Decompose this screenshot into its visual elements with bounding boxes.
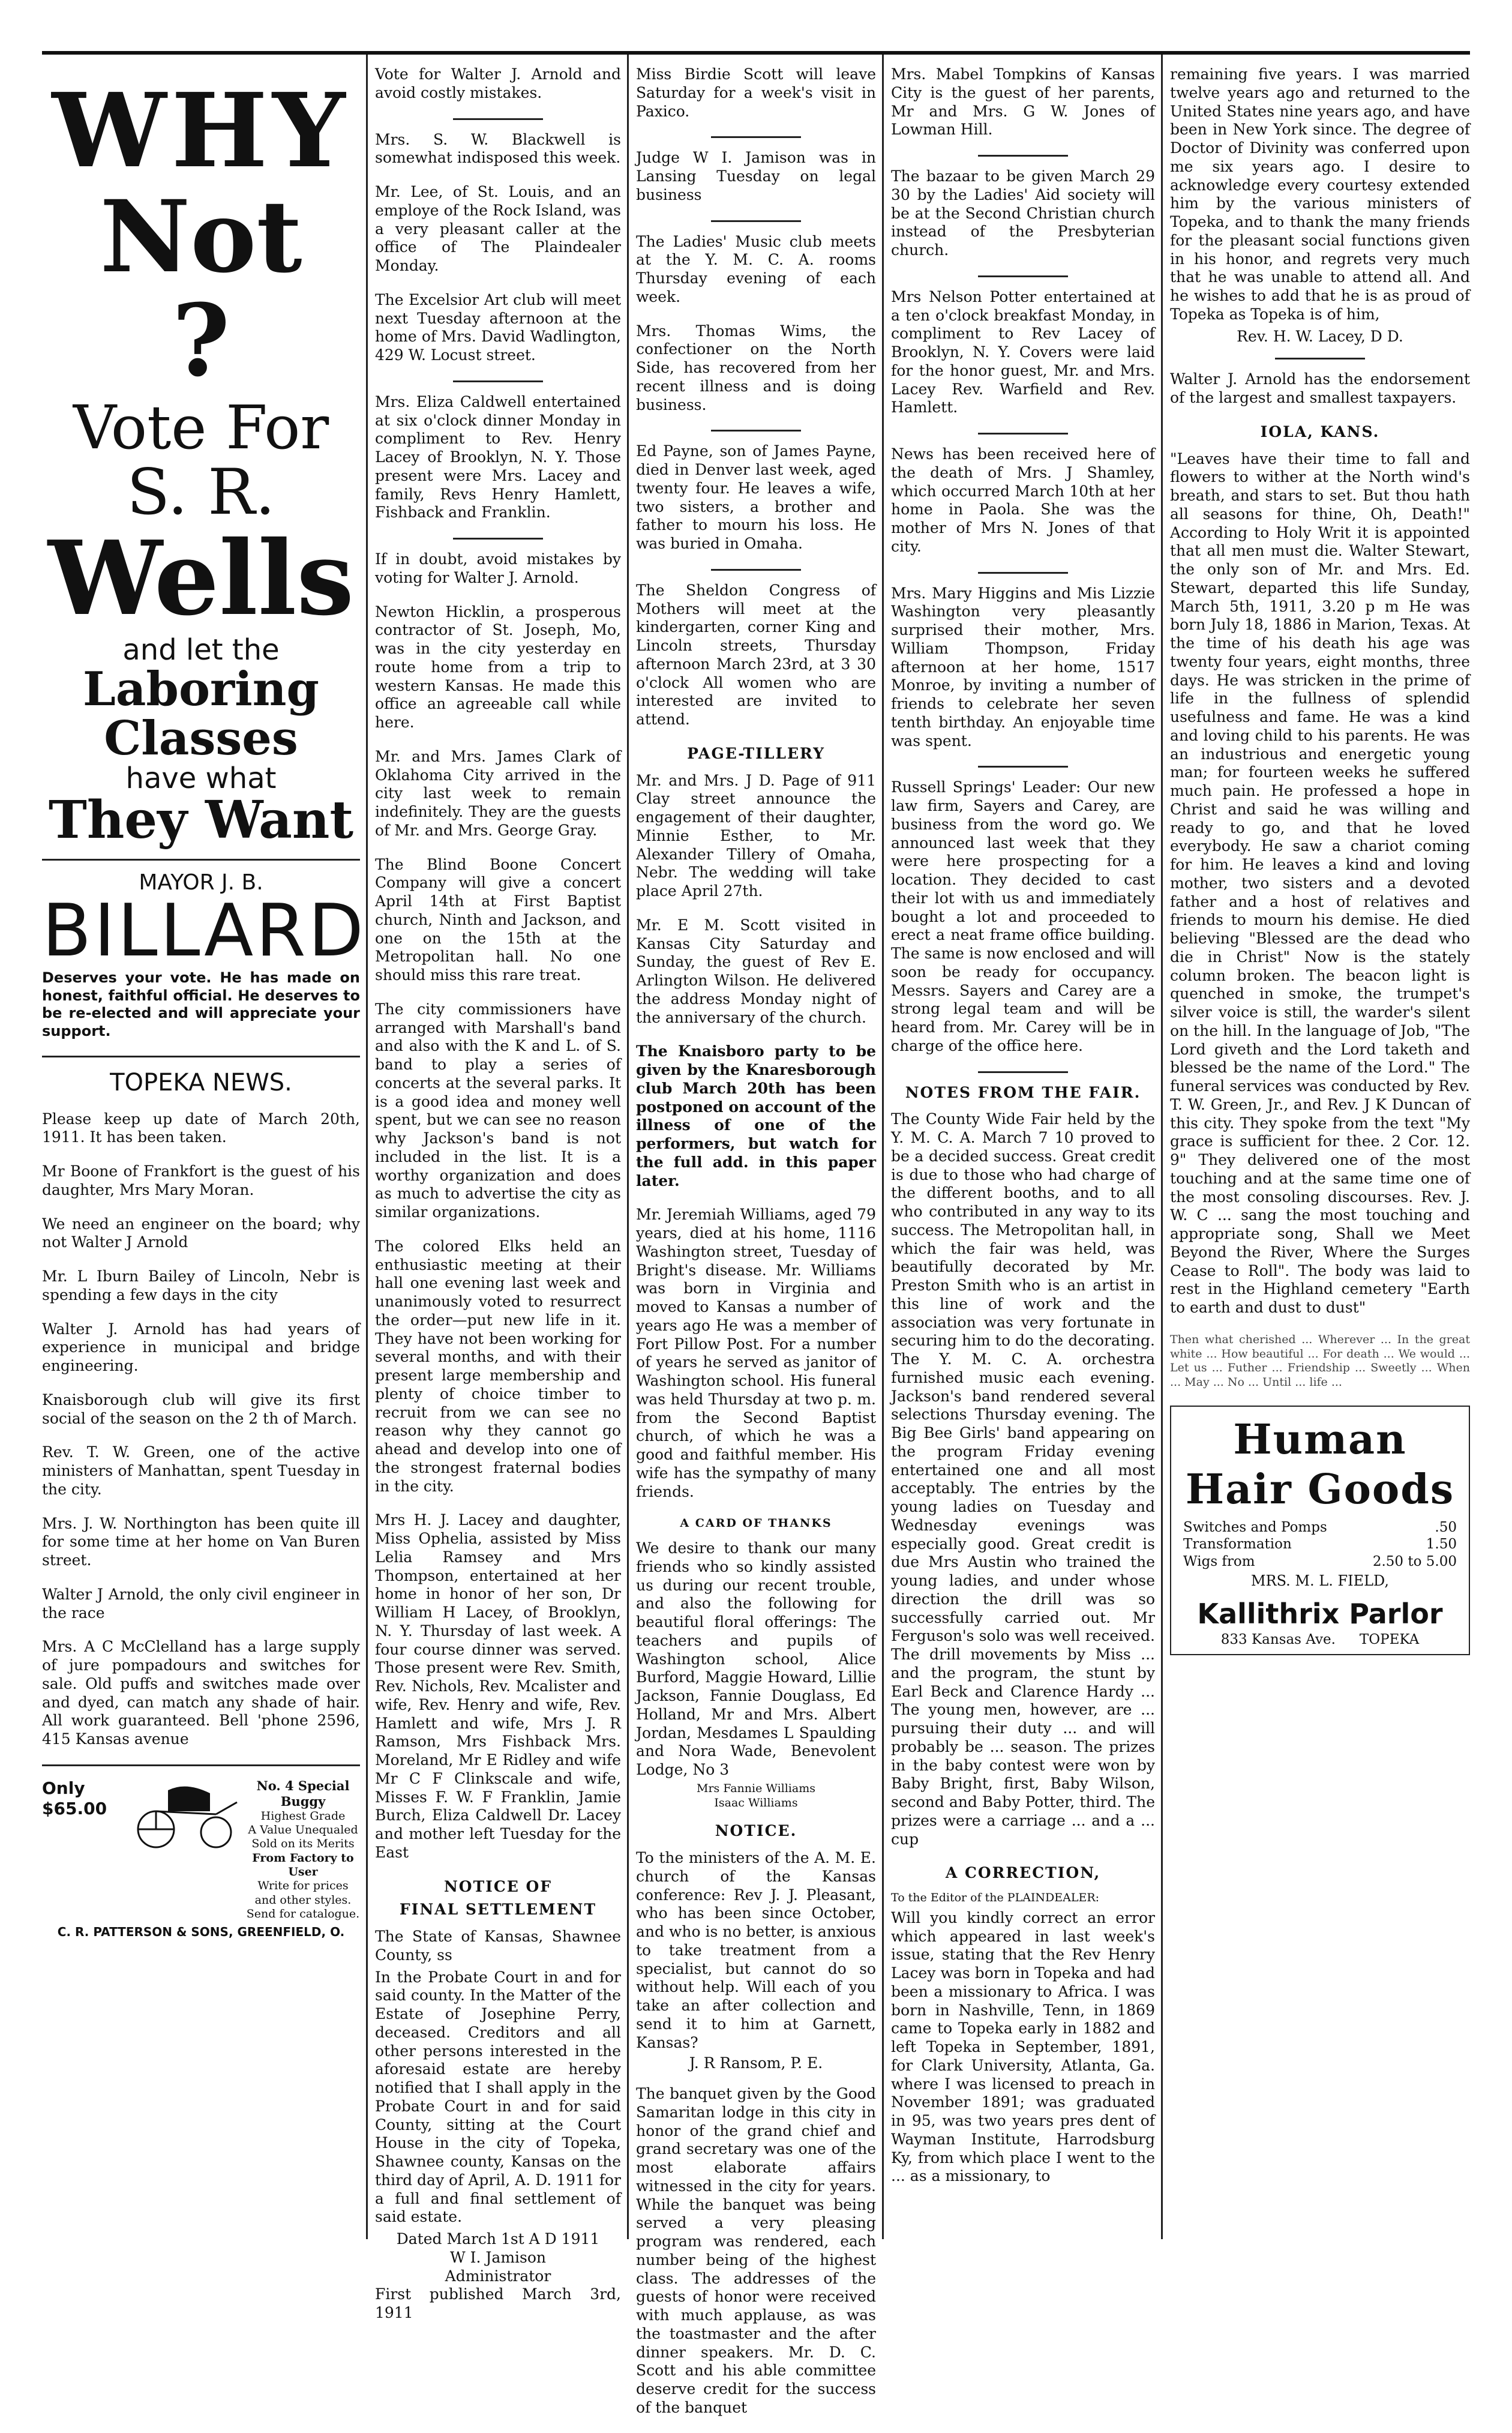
thanks-signature: Mrs Fannie Williams — [697, 1781, 815, 1795]
ad-question-mark: ? — [172, 281, 230, 398]
news-item: Knaisborough club will give its first social of the season on the 2 th of March. — [42, 1391, 360, 1427]
ad-wells: Wells — [47, 519, 355, 639]
divider — [711, 430, 801, 432]
news-item: Mrs. Mabel Tompkins of Kansas City is the guest of her parents, Mr and Mrs. G W. Jones of Lowman Hill. — [891, 65, 1155, 139]
column-2 — [375, 65, 621, 2323]
buggy-ad — [42, 1778, 360, 1922]
ad-why: WHY — [52, 71, 350, 191]
notice-signature: J. R Ransom, P. E. — [689, 2054, 823, 2072]
column-1 — [42, 65, 367, 1940]
news-item: Mrs. Mary Higgins and Mis Lizzie Washington very pleasantly surprised their mother, Mrs. William Thompson, Friday afternoon at her home, 1517 Monroe, by inviting a number of friends to celebrate her seven tenth birthday. An enjoyable time was spent. — [891, 584, 1155, 750]
news-item: Mrs. Thomas Wims, the confectioner on the North Side, has recovered from her recent illness and is doing business. — [636, 322, 876, 414]
parlor-city: TOPEKA — [1359, 1631, 1420, 1647]
obituary-text: "Leaves have their time to fall and flowers to wither at the North wind's breath, and stars to set. But thou hath all seasons for thine, Oh, Death!" According to Holy Writ it is appointed that all men must die. Walter Stewart, the only son of Mr. and Mrs. Ed. Stewart, departed this life Sunday, March 5th, 1911, 3.20 p m He was born July 18, 1886 in Marion, Texas. At the time of his death his age was twenty four years, eight months, three days. He was stricken in the prime of life in the fullness of splendid usefulness and fame. He was a kind and loving child to his parents. He was an industrious and energetic young man; for fourteen weeks he suffered much pain. He professed a hope in Christ and said he was willing and ready to go, and that he loved everybody. He saw a chariot coming for him. He leaves a kind and loving mother, two sisters and a devoted father and a host of relatives and friends to mourn his demise. He died believing "Blessed are the dead who die in Christ" Now is the stately column broken. The beacon light is quenched in smoke, the trumpet's silver voice is still, the warder's silent on the hill. In the language of Job, "The Lord giveth and the Lord taketh and blessed be the name of the Lord." The funeral services was conducted by Rev. T. W. Green, Jr., and Rev. J K Duncan of this city. They spoke from the text "My grace is sufficient for thee. 2 Cor. 12. 9" They delivered one of the most touching and at the same time one of the most consoling discourses. Rev. J. W. C ... sang the most touching and appropriate song, Shall we Meet Beyond the River, Where the Surges Cease to Roll". The body was laid to rest in the Highland cemetery "Earth to earth and dust to dust" — [1170, 450, 1470, 1316]
news-item: Mr. and Mrs. James Clark of Oklahoma City arrived in the city last week to remain indefinitely. They are the guests of Mr. and Mrs. George Gray. — [375, 747, 621, 839]
news-item: News has been received here of the death of Mrs. J Shamley, which occurred March 10th at her home in Paola. She was the mother of Mrs N. Jones of that city. — [891, 445, 1155, 555]
news-item: The bazaar to be given March 29 30 by the Ladies' Aid society will be at the Second Christian church instead of the Presbyterian church. — [891, 167, 1155, 259]
divider — [978, 572, 1068, 574]
news-item: Walter J. Arnold has the endorsement of the largest and smallest taxpayers. — [1170, 370, 1470, 406]
notice-role: Administrator — [445, 2267, 551, 2285]
notice-subtitle: FINAL SETTLEMENT — [399, 1901, 597, 1919]
notice-signature: W I. Jamison — [449, 2248, 547, 2266]
notice-state: The State of Kansas, Shawnee County, ss — [375, 1928, 621, 1964]
correction-text: Will you kindly correct an error which appeared in last week's issue, stating that the Rev Henry Lacey was born in Topeka and had been a missionary to Africa. I was born in Nashville, Tenn, in 1869 came to Topeka early in 1882 and left Topeka in September, 1891, for Clark University, Atlanta, Ga. where I was licensed to preach in November 1891; was graduated in 95, was two years pres dent of Wayman Institute, Harrodsburg Ky, from which place I went to the ... as a missionary, to — [891, 1908, 1155, 2185]
buggy-line: Highest Grade — [260, 1809, 346, 1823]
divider — [711, 220, 801, 222]
parlor-address-row — [1174, 1631, 1466, 1648]
divider — [42, 1056, 360, 1057]
buggy-only: Only — [42, 1778, 85, 1798]
ad-classes: Classes — [104, 711, 298, 766]
news-item: Please keep up date of March 20th, 1911. It has been taken. — [42, 1110, 360, 1146]
buggy-maker: C. R. PATTERSON & SONS, GREENFIELD, O. — [57, 1925, 345, 1940]
column-divider — [366, 55, 368, 2239]
ad-and-let: and let the — [122, 633, 280, 667]
fair-text: The County Wide Fair held by the Y. M. C. A. March 7 10 proved to be a decided success. Great credit is due to those who had charge of the different booths, and to all who contributed in any way to its success. The Metropolitan hall, in which the fair was held, was beautifully decorated by Mr. Preston Smith who is an artist in this line of work and the association was very fortunate in securing him to do the decorating. The Y. M. C. A. orchestra furnished music each evening. Jackson's band rendered several selections Thursday evening. The Big Bee Girls' band appearing on the program Friday evening entertained one and all most acceptably. The entries by the young ladies on Tuesday and Wednesday evenings was especially good. Great credit is due Mrs Austin who trained the young ladies, and under whose direction the drill was so successfully carried out. Mr Ferguson's solo was well received. The drill movements by Miss ... and the program, the stunt by Earl Beck and Clarence Hardy ... The young men, however, are ... pursuing their duty ... and will probably be ... season. The prizes in the baby contest were won by Baby Bright, first, Baby Wilson, second and Baby Potter, third. The prizes were a carriage ... and a ... cup — [891, 1110, 1155, 1848]
notice-title: NOTICE OF — [443, 1877, 553, 1895]
ad-laboring: Laboring — [83, 662, 319, 717]
divider — [453, 380, 543, 382]
price-label: Transformation — [1183, 1536, 1292, 1553]
notice-published: First published March 3rd, 1911 — [375, 2285, 621, 2321]
news-item: Mr. Jeremiah Williams, aged 79 years, died at his home, 1116 Washington street, Tuesday of Bright's disease. Mr. Williams was born in Virginia and moved to Kansas a number of years ago He was a member of Fort Pillow Post. For a number of years he served as janitor of Washington school. His funeral was held Thursday at two p. m. from the Second Baptist church, of which he was a good and faithful member. His wife has the sympathy of many friends. — [636, 1206, 876, 1500]
ad-vote-for: Vote For — [73, 392, 329, 463]
ad-not: Not — [100, 178, 302, 295]
iola-title: IOLA, KANS. — [1260, 423, 1380, 441]
news-item: Mrs H. J. Lacey and daughter, Miss Ophelia, assisted by Miss Lelia Ramsey and Mrs Thompson, entertained at her home in honor of her son, Dr William H Lacey, of Brooklyn, N. Y. Thursday of last week. A four course dinner was served. Those present were Rev. Smith, Rev. Nichols, Rev. Mcalister and wife, Rev. Henry and wife, Rev. Hamlett and wife, Mrs J. R Ramson, Mrs Fishback Mrs. Moreland, Mr E Ridley and wife Mr C F Clinkscale and wife, Misses F. W. F Franklin, Jamie Burch, Eliza Caldwell Dr. Lacey and mother left Tuesday for the East — [375, 1511, 621, 1861]
thanks-text: We desire to thank our many friends who so kindly assisted us during our recent trouble, and also the following for beautiful floral offerings: The teachers and pupils of Washington school, Alice Burford, Maggie Howard, Lillie Jackson, Fannie Douglass, Ed Holland, Mr and Mrs. Albert Jordan, Mesdames L Spaulding and Nora Wade, Benevolent Lodge, No 3 — [636, 1539, 876, 1778]
buggy-price-block — [42, 1778, 126, 1922]
column-3 — [636, 65, 876, 2433]
news-item: Newton Hicklin, a prosperous contractor of St. Joseph, Mo, was in the city yesterday en route home from a trip to western Kansas. He made this office an agreeable call while here. — [375, 603, 621, 731]
notice-date: Dated March 1st A D 1911 — [396, 2230, 600, 2248]
price-value: 2.50 to 5.00 — [1372, 1553, 1457, 1569]
column-divider — [1161, 55, 1163, 2239]
news-item: The colored Elks held an enthusiastic meeting at their hall one evening last week and unanimously voted to resurrect the order—put new life in it. They have not been working for several months, and with their present large membership and plenty of choice timber to recruit from we can see no reason why they cannot go ahead and develop into one of the strongest fraternal bodies in the city. — [375, 1237, 621, 1495]
news-item: Mr. Lee, of St. Louis, and an employe of the Rock Island, was a very pleasant caller at the office of The Plaindealer Monday. — [375, 183, 621, 274]
news-item: Miss Birdie Scott will leave Saturday for a week's visit in Paxico. — [636, 65, 876, 120]
buggy-price: $65.00 — [42, 1799, 107, 1819]
price-label: Switches and Pomps — [1183, 1520, 1327, 1535]
fair-title: NOTES FROM THE FAIR. — [905, 1083, 1141, 1101]
column-4 — [891, 65, 1155, 2201]
thanks-signature: Isaac Williams — [714, 1796, 798, 1809]
divider — [978, 433, 1068, 435]
buggy-line: A Value Unequaled Sold on its Merits — [248, 1823, 358, 1851]
engagement-title: PAGE-TILLERY — [687, 744, 825, 762]
correction-salutation: To the Editor of the PLAINDEALER: — [891, 1891, 1100, 1904]
topeka-news-heading: TOPEKA NEWS. — [110, 1069, 292, 1097]
buggy-details — [246, 1778, 360, 1922]
news-item: Mr. E M. Scott visited in Kansas City Saturday and Sunday, the guest of Rev E. Arlington Wilson. He delivered the address Monday night of the anniversary of the church. — [636, 916, 876, 1026]
billard-text: Deserves your vote. He has made on honest, faithful official. He deserves to be re-elected and will appreciate your support. — [42, 969, 360, 1039]
news-item: Walter J. Arnold has had years of experience in municipal and bridge engineering. — [42, 1320, 360, 1375]
news-item: The Ladies' Music club meets at the Y. M. C. A. rooms Thursday evening of each week. — [636, 232, 876, 305]
column-5 — [1170, 65, 1470, 1655]
divider — [978, 766, 1068, 768]
parlor-name: Kallithrix Parlor — [1197, 1598, 1443, 1631]
news-item: Judge W I. Jamison was in Lansing Tuesday on legal business — [636, 149, 876, 203]
divider — [978, 155, 1068, 157]
divider — [711, 136, 801, 138]
column-divider — [882, 55, 884, 2239]
news-item: Russell Springs' Leader: Our new law firm, Sayers and Carey, are business from the word go. We announced last week that they were here prospecting for a location. They decided to cast their lot with us and immediately bought a lot and proceeded to erect a neat frame office building. The same is now enclosed and will soon be ready for occupancy. Messrs. Sayers and Carey are a strong legal team and will be heard from. Mr. Carey will be in charge of the office here. — [891, 778, 1155, 1054]
divider — [42, 859, 360, 861]
divider — [453, 118, 543, 120]
news-item: Ed Payne, son of James Payne, died in Denver last week, aged twenty four. He leaves a wife, two sisters, a brother and father to mourn his loss. He was buried in Omaha. — [636, 442, 876, 552]
news-item: Mrs. Eliza Caldwell entertained at six o'clock dinner Monday in compliment to Rev. Henry Lacey of Brooklyn, N. Y. Those present were Mrs. Lacey and family, Revs Henry Hamlett, Fishback and Franklin. — [375, 392, 621, 522]
divider — [711, 569, 801, 571]
topeka-news-list — [42, 1110, 360, 1749]
price-value: .50 — [1435, 1520, 1457, 1535]
news-item: Rev. T. W. Green, one of the active ministers of Manhattan, spent Tuesday in the city. — [42, 1443, 360, 1498]
news-item: The banquet given by the Good Samaritan lodge in this city in honor of the grand chief and grand secretary was one of the most elaborate affairs witnessed in the city for years. While the banquet was being served a very pleasing program was rendered, each number being of the highest class. The addresses of the guests of honor were received with much applause, as was the toastmaster and the after dinner speakers. Mr. D. C. Scott and his able committee deserve credit for the success of the banquet — [636, 2085, 876, 2416]
engagement-text: Mr. and Mrs. J D. Page of 911 Clay street announce the engagement of their daughter, Minnie Esther, to Mr. Alexander Tillery of Omaha, Nebr. The wedding will take place April 27th. — [636, 771, 876, 900]
correction-signature: Rev. H. W. Lacey, D D. — [1237, 327, 1403, 345]
news-item: The Excelsior Art club will meet next Tuesday afternoon at the home of Mrs. David Wadlington, 429 W. Locust street. — [375, 290, 621, 364]
news-item: Mrs. S. W. Blackwell is somewhat indisposed this week. — [375, 130, 621, 167]
news-item: Mrs. J. W. Northington has been quite ill for some time at her home on Van Buren street. — [42, 1514, 360, 1569]
news-item: Mrs Nelson Potter entertained at a ten o'clock breakfast Monday, in compliment to Rev Lacey of Brooklyn, N. Y. Covers were laid for the honor guest, Mr. and Mrs. Lacey Rev. Warfield and Rev. Hamlett. — [891, 287, 1155, 417]
obituary-poem: Then what cherished ... Wherever ... In the great white ... How beautiful ... For death ... We would ... Let us ... Futher ... Friendship ... Sweetly ... When ... May ... No ... Until ... life ... — [1170, 1332, 1470, 1389]
ad-have-what: have what — [125, 761, 277, 795]
news-item: Mr. L Iburn Bailey of Lincoln, Nebr is spending a few days in the city — [42, 1268, 360, 1304]
price-label: Wigs from — [1183, 1553, 1255, 1569]
price-value: 1.50 — [1426, 1536, 1457, 1553]
divider — [42, 1764, 360, 1766]
billard-ad — [42, 870, 367, 973]
buggy-line: Write for prices and other styles. Send for catalogue. — [246, 1879, 360, 1921]
hair-goods-ad — [1170, 1406, 1470, 1655]
divider — [978, 275, 1068, 277]
news-item: The Blind Boone Concert Company will give a concert April 14th at First Baptist church, Ninth and Jackson, and one on the 15th at the Metropolitan hall. No one should miss this rare treat. — [375, 855, 621, 984]
news-item: The Knaisboro party to be given by the Knaresborough club March 20th has been postponed on account of the illness of one of the performers, but watch for the full add. in this paper later. — [636, 1042, 876, 1189]
divider — [978, 1071, 1068, 1073]
wells-campaign-ad — [42, 71, 360, 851]
news-item: Mrs. A C McClelland has a large supply of jure pompadours and switches for sale. Old puffs and switches made over and dyed, can match any shade of hair. All work guaranteed. Bell 'phone 2596, 415 Kansas avenue — [42, 1638, 360, 1748]
news-item: Vote for Walter J. Arnold and avoid costly mistakes. — [375, 65, 621, 101]
newspaper-page — [42, 51, 1470, 2416]
ad-they-want: They Want — [48, 790, 354, 851]
hair-goods-owner: MRS. M. L. FIELD, — [1250, 1572, 1390, 1589]
notice-text: To the ministers of the A. M. E. church of the Kansas conference: Rev J. J. Pleasant, who has been since October, and who is no better, is anxious to take treatment from a specialist, but cannot do so without help. Will each of you take an after collection and send it to him at Garnett, Kansas? — [636, 1849, 876, 2051]
notice-title: NOTICE. — [715, 1822, 797, 1840]
price-row — [1174, 1536, 1466, 1553]
billard-name: BILLARD — [42, 889, 367, 973]
billard-mayor: MAYOR J. B. — [139, 870, 263, 895]
buggy-title: No. 4 Special Buggy — [256, 1778, 350, 1809]
price-row — [1174, 1553, 1466, 1570]
news-item: The city commissioners have arranged with Marshall's band and also with the K and L. of S. band to play a series of concerts at the several parks. It is a good idea and money well spent, but we can see no reason why Jackson's band is not included in the list. It is a worthy organization and does as much to advertise the city as similar organizations. — [375, 1000, 621, 1221]
divider — [453, 538, 543, 540]
news-item: Mr Boone of Frankfort is the guest of his daughter, Mrs Mary Moran. — [42, 1162, 360, 1198]
column-divider — [627, 55, 629, 2239]
news-item: If in doubt, avoid mistakes by voting for Walter J. Arnold. — [375, 550, 621, 586]
ad-initials: S. R. — [127, 456, 275, 529]
price-row — [1174, 1519, 1466, 1536]
divider — [1275, 358, 1365, 359]
news-item: We need an engineer on the board; why not Walter J Arnold — [42, 1215, 360, 1251]
news-item: The Sheldon Congress of Mothers will meet at the kindergarten, corner King and Lincoln streets, Thursday afternoon March 23rd, at 3 30 o'clock All women who are interested are invited to attend. — [636, 581, 876, 728]
news-item: Walter J Arnold, the only civil engineer in the race — [42, 1585, 360, 1622]
thanks-title: A CARD OF THANKS — [680, 1517, 832, 1530]
correction-title: A CORRECTION, — [945, 1864, 1101, 1882]
parlor-address: 833 Kansas Ave. — [1220, 1631, 1336, 1647]
buggy-illustration-icon — [132, 1778, 240, 1850]
notice-text: In the Probate Court in and for said county. In the Matter of the Estate of Josephine Perry, deceased. Creditors and all other persons interested in the aforesaid estate are hereby notified that I shall apply in the Probate Court in and for said County, sitting at the Court House in the city of Topeka, Shawnee county, Kansas on the third day of April, A. D. 1911 for a full and final settlement of said estate. — [375, 1968, 621, 2226]
correction-continued: remaining five years. I was married twelve years ago and returned to the United States nine years ago, and have been in New York since. The degree of Doctor of Divinity was conferred upon me six years ago. I desire to acknowledge every courtesy extended him by the various ministers of Topeka, and to thank the many friends for the pleasant social functions given in his honor, and regrets very much that he was unable to attend all. And he wishes to add that he is as proud of Topeka as Topeka is of him, — [1170, 65, 1470, 323]
buggy-line: From Factory to User — [252, 1851, 354, 1878]
hair-goods-title: Human Hair Goods — [1185, 1415, 1455, 1514]
